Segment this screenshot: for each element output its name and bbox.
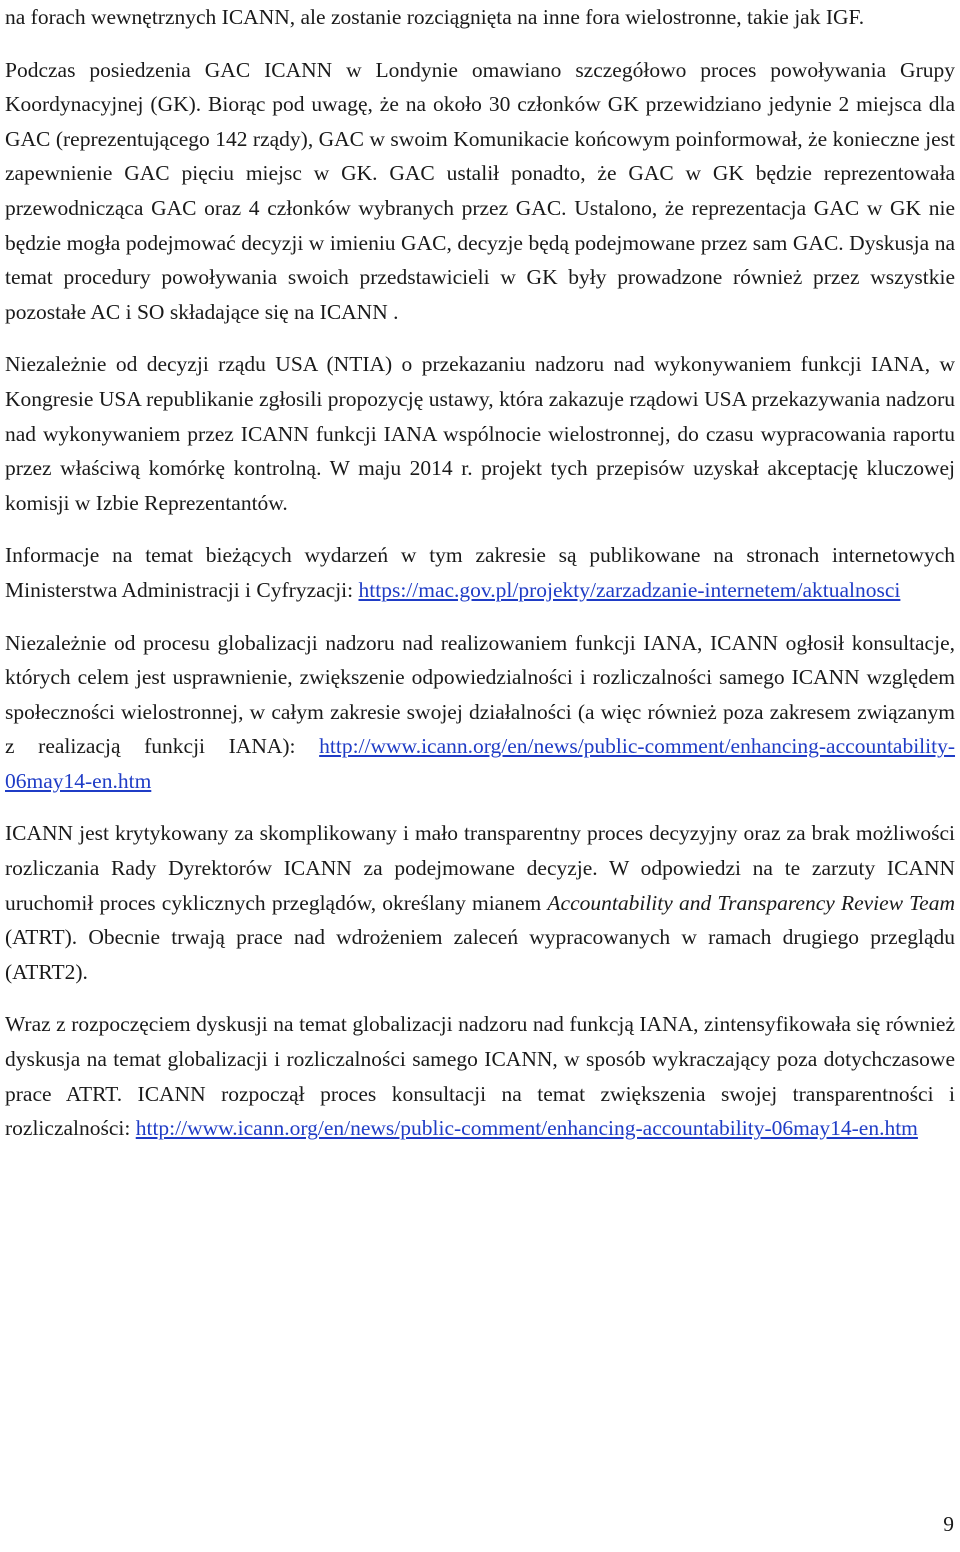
icann-comment-link[interactable]: http://www.icann.org/en/news/public-comment/enhancing-accountability-06may14-en.htm [5, 734, 956, 793]
paragraph-with-link [5, 626, 955, 799]
paragraph: na forach wewnętrznych ICANN, ale zostanie rozciągnięta na inne fora wielostronne, takie jak IGF. [5, 5, 865, 29]
paragraph-text: ICANN jest krytykowany za skomplikowany i mało transparentny proces decyzyjny oraz za brak możliwości rozliczania Rady Dyrektorów ICANN za podejmowane decyzje. W odpowiedzi na te zarzuty ICANN uruchomił proces cyklicznych przeglądów, określany mianem [5, 821, 955, 915]
paragraph-with-link [5, 538, 955, 607]
document-page [5, 0, 955, 1146]
emphasis-text: Accountability and Transparency Review Team [547, 890, 955, 915]
paragraph-text: Wraz z rozpoczęciem dyskusji na temat globalizacji nadzoru nad funkcją IANA, zintensyfikowała się również dyskusja na temat globalizacji i rozliczalności samego ICANN, w sposób wykraczający poza dotychczasowe prace ATRT. ICANN rozpoczął proces konsultacji na temat zwiększenia swojej transparentności i rozliczalności: [5, 1012, 955, 1141]
paragraph-text: (ATRT). Obecnie trwają prace nad wdrożeniem zaleceń wypracowanych w ramach drugiego przeglądu (ATRT2). [5, 925, 955, 984]
icann-accountability-link[interactable]: http://www.icann.org/en/news/public-comment/enhancing-accountability-06may14-en.htm [135, 1116, 918, 1141]
page-number: 9 [943, 1512, 954, 1536]
paragraph-text: Niezależnie od procesu globalizacji nadzoru nad realizowaniem funkcji IANA, ICANN ogłosił konsultacje, których celem jest usprawnienie, zwiększenie odpowiedzialności i rozliczalności samego ICANN względem społeczności wielostronnej, w całym zakresie swojej działalności (a więc również poza zakresem związanym z realizacją funkcji IANA): [5, 630, 955, 759]
paragraph: Podczas posiedzenia GAC ICANN w Londynie omawiano szczegółowo proces powoływania Grupy Koordynacyjnej (GK). Biorąc pod uwagę, że na około 30 członków GK przewidziano jedynie 2 miejsca dla GAC (reprezentującego 142 rządy), GAC w swoim Komunikacie końcowym poinformował, że konieczne jest zapewnienie GAC pięciu miejsc w GK. GAC ustalił ponadto, że GAC w GK będzie reprezentowała przewodnicząca GAC oraz 4 członków wybranych przez GAC. Ustalono, że reprezentacja GAC w GK nie będzie mogła podejmować decyzji w imieniu GAC, decyzje będą podejmowane przez sam GAC. Dyskusja na temat procedury powoływania swoich przedstawicieli w GK były prowadzone również przez wszystkie pozostałe AC i SO składające się na ICANN . [5, 57, 955, 324]
paragraph [5, 816, 955, 989]
mac-gov-link[interactable]: https://mac.gov.pl/projekty/zarzadzanie-internetem/aktualnosci [358, 577, 901, 602]
paragraph: Niezależnie od decyzji rządu USA (NTIA) o przekazaniu nadzoru nad wykonywaniem funkcji IANA, w Kongresie USA republikanie zgłosili propozycję ustawy, która zakazuje rządowi USA przekazywania nadzoru nad wykonywaniem przez ICANN funkcji IANA wspólnocie wielostronnej, do czasu wypracowania raportu przez właściwą komórkę kontrolną. W maju 2014 r. projekt tych przepisów uzyskał akceptację kluczowej komisji w Izbie Reprezentantów. [5, 352, 955, 515]
paragraph-with-link [5, 1007, 955, 1145]
paragraph-text: Informacje na temat bieżących wydarzeń w tym zakresie są publikowane na stronach internetowych Ministerstwa Administracji i Cyfryzacji: [5, 543, 955, 602]
